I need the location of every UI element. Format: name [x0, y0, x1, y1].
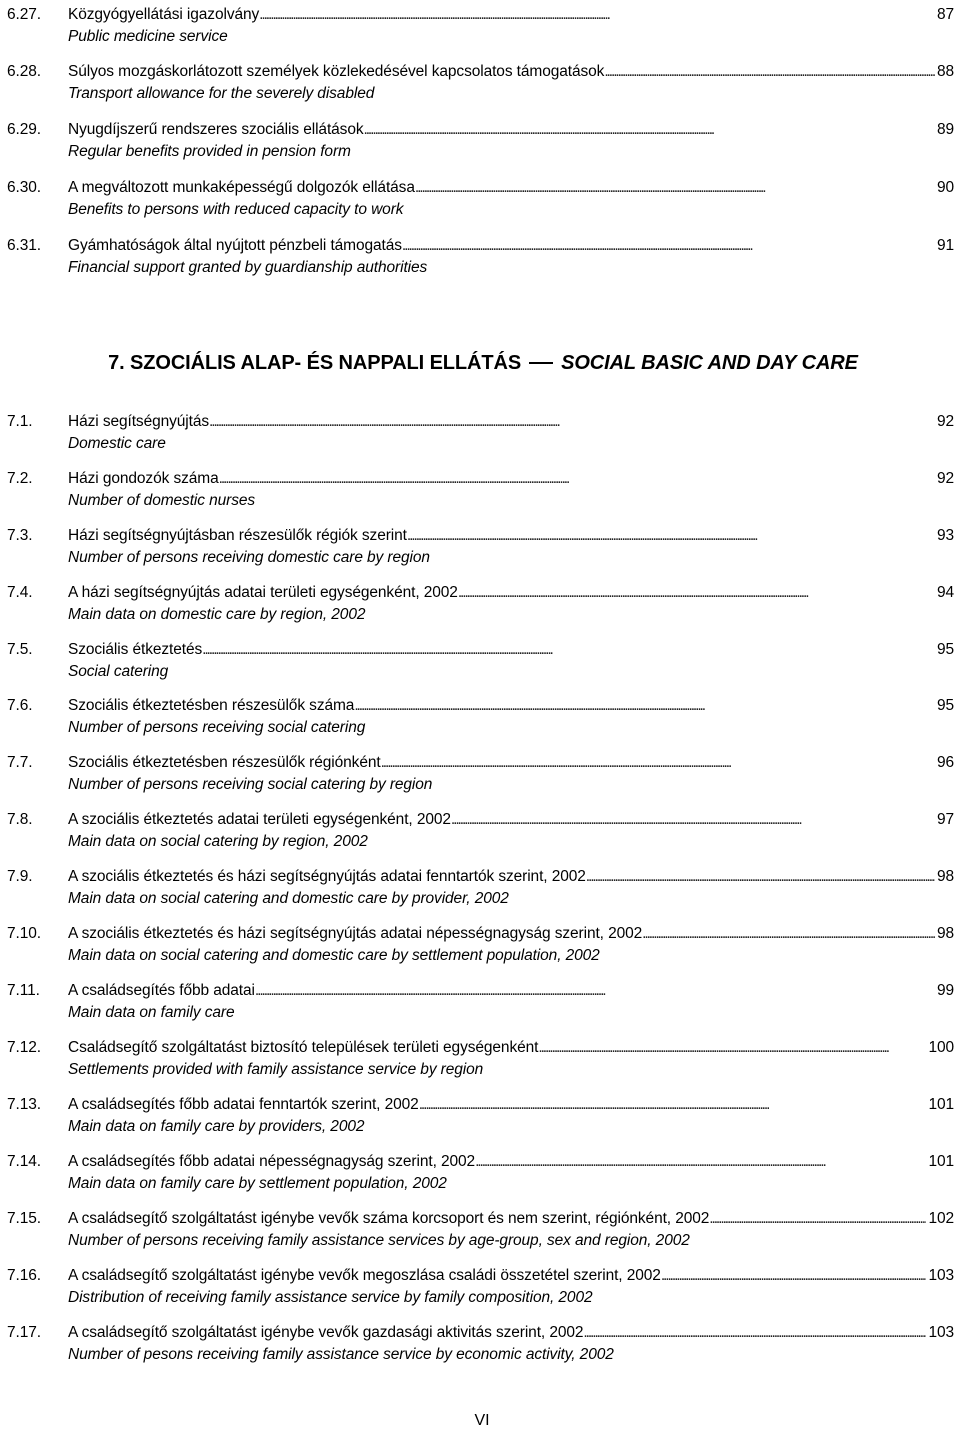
- entry-title-en: Social catering: [68, 663, 169, 680]
- entry-title-en: Settlements provided with family assistance service by region: [68, 1061, 484, 1078]
- toc-entry[interactable]: [0, 1037, 954, 1081]
- toc-entry[interactable]: [0, 866, 954, 910]
- entry-page-number: 101: [928, 1153, 954, 1170]
- toc-entry[interactable]: [0, 582, 954, 626]
- entry-title-en: Number of persons receiving domestic care by region: [68, 549, 430, 566]
- entry-title-hu: A családsegítő szolgáltatást igénybe vevők gazdasági aktivitás szerint, 2002: [68, 1324, 584, 1341]
- entry-title-hu: Házi segítségnyújtás: [68, 413, 210, 430]
- entry-title-en: Main data on family care by settlement population, 2002: [68, 1175, 447, 1192]
- entry-title-en: Transport allowance for the severely disabled: [68, 85, 375, 102]
- entry-title-en: Regular benefits provided in pension form: [68, 143, 351, 160]
- entry-number: 7.8.: [7, 811, 33, 828]
- dot-leader: [458, 582, 935, 604]
- entry-page-number: 89: [936, 121, 954, 138]
- entry-page-number: 88: [936, 63, 954, 80]
- entry-title-hu: A szociális étkeztetés adatai területi egységenként, 2002: [68, 811, 451, 828]
- dot-leader: [354, 695, 935, 717]
- toc-entry[interactable]: [0, 4, 954, 48]
- entry-title-en: Number of persons receiving social catering: [68, 719, 366, 736]
- entry-number: 6.27.: [7, 6, 41, 23]
- entry-title-en: Number of persons receiving family assistance services by age-group, sex and region, 2002: [68, 1232, 690, 1249]
- section-heading-hu: 7. SZOCIÁLIS ALAP- ÉS NAPPALI ELLÁTÁS: [108, 352, 522, 374]
- dot-leader: [475, 1151, 926, 1173]
- entry-page-number: 90: [936, 179, 954, 196]
- section-heading: [0, 350, 960, 376]
- dot-leader: [407, 525, 935, 547]
- entry-page-number: 99: [936, 982, 954, 999]
- entry-title-hu: A családsegítő szolgáltatást igénybe vevők száma korcsoport és nem szerint, régiónként, 2002: [68, 1210, 710, 1227]
- entry-number: 7.13.: [7, 1096, 41, 1113]
- entry-title-hu: Házi segítségnyújtásban részesülők régiók szerint: [68, 527, 407, 544]
- dot-leader: [202, 639, 935, 661]
- entry-page-number: 103: [928, 1267, 954, 1284]
- toc-entry[interactable]: [0, 119, 954, 163]
- entry-number: 7.12.: [7, 1039, 41, 1056]
- toc-entry[interactable]: [0, 411, 954, 455]
- entry-title-en: Main data on domestic care by region, 2002: [68, 606, 366, 623]
- entry-page-number: 96: [936, 754, 954, 771]
- entry-title-en: Benefits to persons with reduced capacity to work: [68, 201, 404, 218]
- toc-entry[interactable]: [0, 1151, 954, 1195]
- dot-leader: [209, 411, 935, 433]
- entry-number: 7.7.: [7, 754, 33, 771]
- dot-leader: [255, 980, 935, 1002]
- entry-title-en: Main data on social catering and domestic care by provider, 2002: [68, 890, 509, 907]
- dot-leader: [586, 866, 935, 888]
- entry-title-en: Public medicine service: [68, 28, 228, 45]
- entry-page-number: 97: [936, 811, 954, 828]
- dot-leader: [259, 4, 935, 26]
- toc-entry[interactable]: [0, 695, 954, 739]
- dot-leader: [402, 235, 935, 257]
- toc-entry[interactable]: [0, 923, 954, 967]
- entry-page-number: 92: [936, 413, 954, 430]
- toc-entry[interactable]: [0, 639, 954, 683]
- entry-page-number: 98: [936, 925, 954, 942]
- dot-leader: [642, 923, 935, 945]
- dot-leader: [364, 119, 935, 141]
- toc-entry[interactable]: [0, 468, 954, 512]
- entry-title-en: Main data on family care by providers, 2002: [68, 1118, 365, 1135]
- toc-entry[interactable]: [0, 752, 954, 796]
- entry-page-number: 95: [936, 697, 954, 714]
- toc-entry[interactable]: [0, 235, 954, 279]
- toc-entry[interactable]: [0, 809, 954, 853]
- toc-entry[interactable]: [0, 1208, 954, 1252]
- toc-entry[interactable]: [0, 177, 954, 221]
- entry-title-hu: A házi segítségnyújtás adatai területi egységenként, 2002: [68, 584, 458, 601]
- entry-title-hu: Gyámhatóságok által nyújtott pénzbeli támogatás: [68, 237, 402, 254]
- entry-title-hu: A szociális étkeztetés és házi segítségnyújtás adatai népességnagyság szerint, 2002: [68, 925, 643, 942]
- entry-page-number: 103: [928, 1324, 954, 1341]
- entry-title-hu: Szociális étkeztetésben részesülők száma: [68, 697, 355, 714]
- entry-title-hu: A családsegítő szolgáltatást igénybe vevők megoszlása családi összetétel szerint, 2002: [68, 1267, 661, 1284]
- entry-page-number: 101: [928, 1096, 954, 1113]
- entry-number: 7.3.: [7, 527, 33, 544]
- dot-leader: [583, 1322, 926, 1344]
- dot-leader: [415, 177, 935, 199]
- entry-title-hu: Súlyos mozgáskorlátozott személyek közlekedésével kapcsolatos támogatások: [68, 63, 605, 80]
- heading-dash: [529, 362, 553, 364]
- entry-number: 7.1.: [7, 413, 33, 430]
- toc-entry[interactable]: [0, 61, 954, 105]
- entry-number: 7.14.: [7, 1153, 41, 1170]
- entry-title-en: Main data on social catering by region, 2002: [68, 833, 368, 850]
- entry-title-hu: A szociális étkeztetés és házi segítségnyújtás adatai fenntartók szerint, 2002: [68, 868, 586, 885]
- toc-entry[interactable]: [0, 980, 954, 1024]
- dot-leader: [661, 1265, 927, 1287]
- entry-number: 7.6.: [7, 697, 33, 714]
- dot-leader: [709, 1208, 926, 1230]
- entry-title-hu: A családsegítés főbb adatai: [68, 982, 255, 999]
- toc-entry[interactable]: [0, 1265, 954, 1309]
- toc-entry[interactable]: [0, 1322, 954, 1366]
- dot-leader: [381, 752, 935, 774]
- entry-number: 7.9.: [7, 868, 33, 885]
- entry-title-hu: Nyugdíjszerű rendszeres szociális ellátások: [68, 121, 364, 138]
- section-heading-en: SOCIAL BASIC AND DAY CARE: [561, 352, 858, 374]
- entry-number: 6.30.: [7, 179, 41, 196]
- entry-number: 7.15.: [7, 1210, 41, 1227]
- entry-title-hu: Szociális étkeztetés: [68, 641, 203, 658]
- entry-page-number: 95: [936, 641, 954, 658]
- entry-title-en: Number of persons receiving social catering by region: [68, 776, 433, 793]
- entry-page-number: 98: [936, 868, 954, 885]
- entry-title-en: Financial support granted by guardianship authorities: [68, 259, 428, 276]
- entry-page-number: 93: [936, 527, 954, 544]
- entry-page-number: 100: [928, 1039, 954, 1056]
- entry-number: 6.28.: [7, 63, 41, 80]
- entry-title-hu: Szociális étkeztetésben részesülők régiónként: [68, 754, 381, 771]
- entry-number: 6.29.: [7, 121, 41, 138]
- entry-title-en: Main data on social catering and domestic care by settlement population, 2002: [68, 947, 600, 964]
- entry-title-hu: A családsegítés főbb adatai fenntartók szerint, 2002: [68, 1096, 419, 1113]
- entry-page-number: 94: [936, 584, 954, 601]
- entry-title-en: Main data on family care: [68, 1004, 235, 1021]
- dot-leader: [219, 468, 935, 490]
- entry-page-number: 102: [928, 1210, 954, 1227]
- entry-number: 7.2.: [7, 470, 33, 487]
- entry-number: 7.17.: [7, 1324, 41, 1341]
- entry-title-hu: A családsegítés főbb adatai népességnagyság szerint, 2002: [68, 1153, 476, 1170]
- entry-title-en: Domestic care: [68, 435, 166, 452]
- dot-leader: [604, 61, 935, 83]
- entry-title-hu: Közgyógyellátási igazolvány: [68, 6, 260, 23]
- dot-leader: [538, 1037, 926, 1059]
- entry-page-number: 92: [936, 470, 954, 487]
- entry-title-hu: Házi gondozók száma: [68, 470, 219, 487]
- entry-number: 7.5.: [7, 641, 33, 658]
- dot-leader: [451, 809, 935, 831]
- dot-leader: [419, 1094, 927, 1116]
- entry-page-number: 87: [936, 6, 954, 23]
- entry-title-en: Distribution of receiving family assistance service by family composition, 2002: [68, 1289, 593, 1306]
- page-number: VI: [474, 1412, 490, 1429]
- entry-number: 7.16.: [7, 1267, 41, 1284]
- toc-entry[interactable]: [0, 1094, 954, 1138]
- entry-number: 7.10.: [7, 925, 41, 942]
- entry-number: 7.11.: [7, 982, 40, 999]
- entry-title-en: Number of pesons receiving family assistance service by economic activity, 2002: [68, 1346, 614, 1363]
- entry-title-hu: A megváltozott munkaképességű dolgozók ellátása: [68, 179, 415, 196]
- toc-entry[interactable]: [0, 525, 954, 569]
- entry-title-hu: Családsegítő szolgáltatást biztosító települések területi egységenként: [68, 1039, 539, 1056]
- entry-number: 6.31.: [7, 237, 41, 254]
- entry-number: 7.4.: [7, 584, 33, 601]
- entry-page-number: 91: [936, 237, 954, 254]
- entry-title-en: Number of domestic nurses: [68, 492, 256, 509]
